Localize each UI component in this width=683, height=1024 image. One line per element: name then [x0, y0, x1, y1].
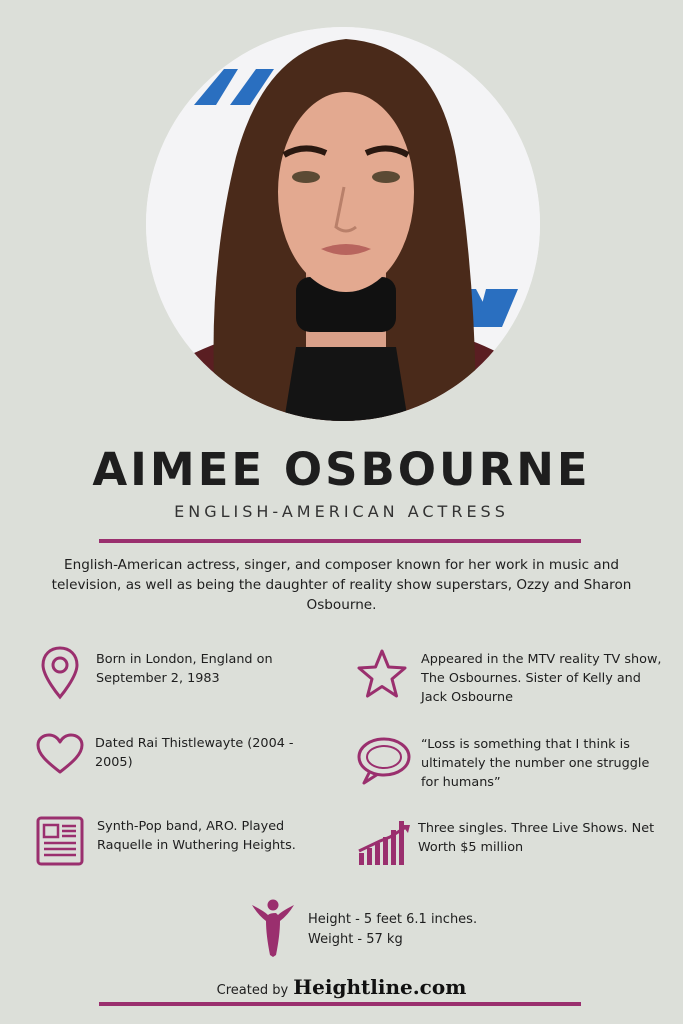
fact-relationship-text: Dated Rai Thistlewayte (2004 - 2005) [95, 736, 294, 770]
newspaper-icon [35, 815, 85, 871]
fact-quote [356, 735, 666, 795]
biography-summary: English-American actress, singer, and composer known for her work in music and television, as well as being the daughter of reality show superstars, Ozzy and Sharon Osbourne. [51, 557, 632, 613]
fact-career-text: Synth-Pop band, ARO. Played Raquelle in Wuthering Heights. [97, 819, 296, 853]
person-name: AIMEE OSBOURNE [92, 443, 591, 496]
speech-bubble-icon [356, 735, 412, 791]
height-text: Height - 5 feet 6.1 inches. [308, 912, 478, 927]
credit-prefix: Created by [216, 983, 289, 998]
person-height-icon [250, 897, 296, 963]
person-occupation: ENGLISH-AMERICAN ACTRESS [174, 502, 509, 521]
fact-tv-text: Appeared in the MTV reality TV show, The Osbournes. Sister of Kelly and Jack Osbourne [421, 652, 662, 705]
credit-line [0, 975, 683, 999]
fact-net-worth-text: Three singles. Three Live Shows. Net Worth $5 million [418, 821, 655, 855]
portrait-photo [146, 27, 540, 421]
fact-relationship [35, 732, 335, 782]
fact-birth-text: Born in London, England on September 2, 1983 [96, 652, 273, 686]
heart-icon [35, 732, 85, 780]
fact-net-worth [356, 815, 666, 870]
growth-chart-icon [356, 815, 412, 871]
weight-text: Weight - 57 kg [308, 932, 403, 947]
fact-tv [356, 648, 666, 708]
location-pin-icon [40, 645, 80, 705]
star-icon [356, 648, 408, 704]
divider-bottom [99, 1002, 581, 1006]
fact-quote-text: “Loss is something that I think is ultimately the number one struggle for humans” [421, 737, 650, 790]
brand-logo[interactable]: Heightline.com [293, 975, 467, 999]
fact-career [35, 815, 345, 870]
divider-top [99, 539, 581, 543]
fact-body-measurements [250, 897, 510, 959]
fact-birth [40, 645, 340, 705]
